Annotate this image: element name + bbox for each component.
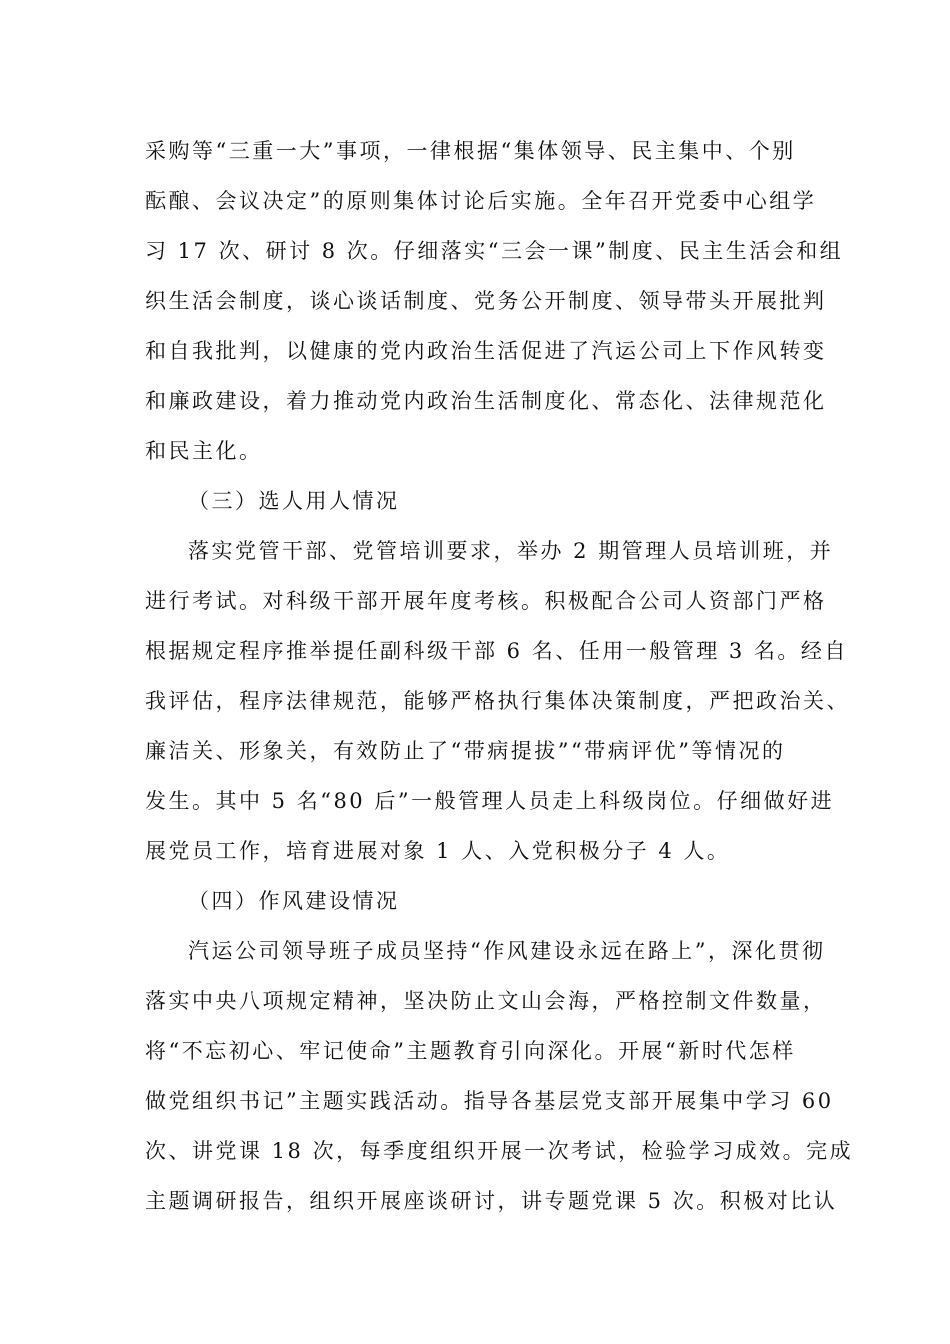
text-line: 和廉政建设，着力推动党内政治生活制度化、常态化、法律规范化 bbox=[145, 389, 827, 413]
text-line: 主题调研报告，组织开展座谈研讨，讲专题党课 5 次。积极对比认 bbox=[145, 1189, 838, 1213]
text-line: 做党组织书记”主题实践活动。指导各基层党支部开展集中学习 60 bbox=[145, 1089, 834, 1113]
text-line: 和自我批判，以健康的党内政治生活促进了汽运公司上下作风转变 bbox=[145, 339, 827, 363]
text-line: 展党员工作，培育进展对象 1 人、入党积极分子 4 人。 bbox=[145, 839, 731, 863]
paragraph-first-line: 汽运公司领导班子成员坚持“作风建设永远在路上”，深化贯彻 bbox=[188, 939, 826, 963]
text-line: 进行考试。对科级干部开展年度考核。积极配合公司人资部门严格 bbox=[145, 589, 827, 613]
text-line: 和民主化。 bbox=[145, 439, 263, 463]
text-line: 我评估，程序法律规范，能够严格执行集体决策制度，严把政治关、 bbox=[145, 689, 850, 713]
text-line: 廉洁关、形象关，有效防止了“带病提拔”“带病评优”等情况的 bbox=[145, 739, 786, 763]
paragraph-first-line: 落实党管干部、党管培训要求，举办 2 期管理人员培训班，并 bbox=[188, 539, 834, 563]
text-line: 酝酿、会议决定”的原则集体讨论后实施。全年召开党委中心组学 bbox=[145, 189, 817, 213]
section-heading: （三）选人用人情况 bbox=[188, 489, 400, 513]
text-line: 根据规定程序推举提任副科级干部 6 名、任用一般管理 3 名。经自 bbox=[145, 639, 848, 663]
text-line: 习 17 次、研讨 8 次。仔细落实“三会一课”制度、民主生活会和组 bbox=[145, 239, 844, 263]
section-heading: （四）作风建设情况 bbox=[188, 889, 400, 913]
text-line: 落实中央八项规定精神，坚决防止文山会海，严格控制文件数量， bbox=[145, 989, 827, 1013]
text-line: 次、讲党课 18 次，每季度组织开展一次考试，检验学习成效。完成 bbox=[145, 1139, 854, 1163]
text-line: 采购等“三重一大”事项，一律根据“集体领导、民主集中、个别 bbox=[145, 139, 796, 163]
text-line: 将“不忘初心、牢记使命”主题教育引向深化。开展“新时代怎样 bbox=[145, 1039, 796, 1063]
text-line: 发生。其中 5 名“80 后”一般管理人员走上科级岗位。仔细做好进 bbox=[145, 789, 835, 813]
text-line: 织生活会制度，谈心谈话制度、党务公开制度、领导带头开展批判 bbox=[145, 289, 827, 313]
